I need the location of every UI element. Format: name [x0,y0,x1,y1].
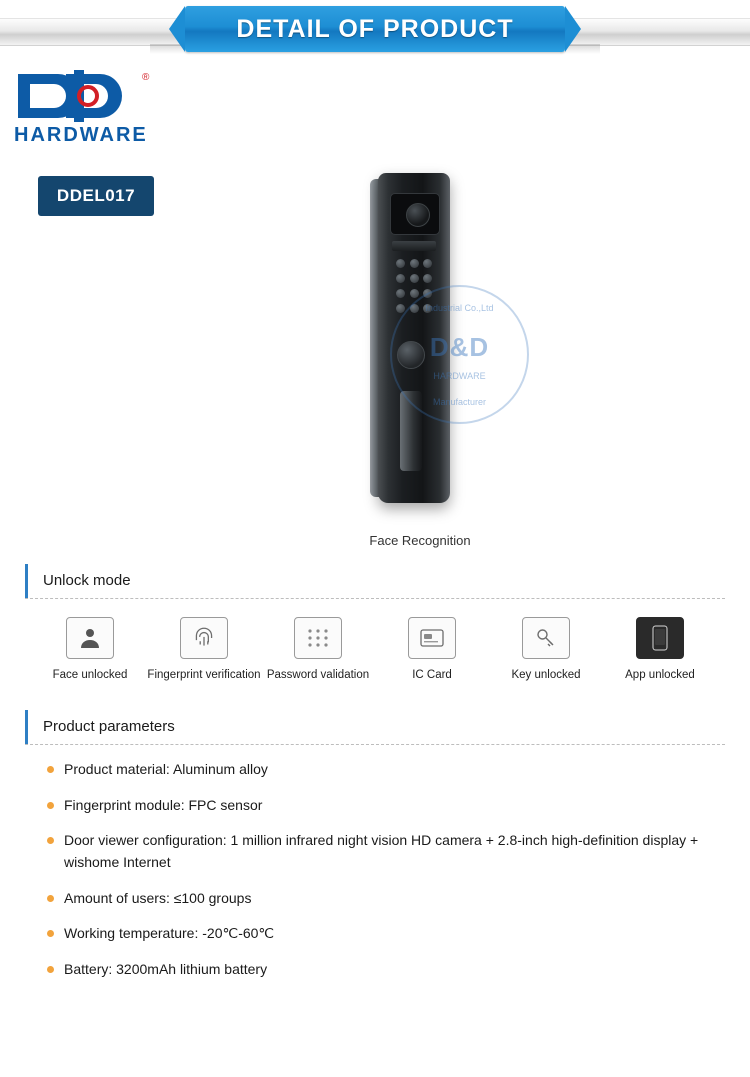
parameter-text: Door viewer configuration: 1 million infrared night vision HD camera + 2.8-inch high-definition display + wishome Internet [64,832,699,871]
keypad-key [423,274,432,283]
dd-monogram-logo-icon [14,70,150,122]
unlock-mode-fingerprint [147,617,261,681]
lock-indicator-strip [392,241,436,251]
page-title: DETAIL OF PRODUCT [236,15,514,43]
unlock-mode-label: Fingerprint verification [147,669,261,681]
list-item [25,888,725,910]
parameter-text: Battery: 3200mAh lithium battery [64,961,268,978]
watermark-bottom-text: Manufacturer [432,396,487,407]
watermark-top-text: Industrial Co.,Ltd [425,303,494,313]
keypad-key [410,259,419,268]
unlock-mode-label: IC Card [412,669,452,681]
list-item [25,759,725,781]
brand-name: HARDWARE [14,124,148,146]
registered-trademark-icon: ® [142,72,150,83]
fingerprint-reader [397,341,425,369]
unlock-mode-key [489,617,603,681]
watermark-center-text: D&D [429,331,490,362]
parameter-text: Amount of users: ≤100 groups [64,889,252,906]
unlock-mode-title: Unlock mode [43,572,131,589]
keypad-key [396,304,405,313]
keypad-key [396,259,405,268]
product-parameters-list [25,745,725,981]
bullet-icon [47,802,54,809]
list-item [25,830,725,873]
face-icon [66,617,114,659]
lock-handle [400,391,422,471]
bullet-icon [47,895,54,902]
unlock-mode-password [261,617,375,681]
unlock-mode-section [25,564,725,681]
list-item [25,795,725,817]
unlock-mode-face [33,617,147,681]
keypad-key [410,274,419,283]
keypad-key [410,304,419,313]
unlock-mode-ic-card [375,617,489,681]
camera-lens-icon [406,203,430,227]
section-accent-bar [25,564,28,598]
unlock-mode-label: Key unlocked [511,669,581,681]
lock-display-screen [390,193,440,235]
watermark-sub-text: HARDWARE [433,370,486,381]
parameter-text: Product material: Aluminum alloy [64,761,268,777]
unlock-mode-label: Face unlocked [52,669,128,681]
keypad-key [396,289,405,298]
brand-logo [14,70,174,155]
bullet-icon [47,837,54,844]
phone-icon [636,617,684,659]
unlock-mode-label: Password validation [266,669,370,681]
section-accent-bar [25,710,28,744]
smart-door-lock-image [378,173,450,503]
unlock-mode-list [25,599,725,681]
bullet-icon [47,766,54,773]
lock-keypad [396,259,432,329]
parameter-text: Fingerprint module: FPC sensor [64,796,263,813]
list-item [25,923,725,945]
keypad-key [410,289,419,298]
unlock-mode-app [603,617,717,681]
product-parameters-section [25,710,725,995]
unlock-mode-label: App unlocked [625,669,695,681]
keypad-key [396,274,405,283]
product-caption: Face Recognition [369,533,471,548]
product-image-area [330,165,510,548]
header-title-plate [185,6,565,52]
keypad-key [423,259,432,268]
bullet-icon [47,966,54,973]
key-icon [522,617,570,659]
ic-card-icon [408,617,456,659]
bullet-icon [47,930,54,937]
fingerprint-icon [180,617,228,659]
keypad-key [423,289,432,298]
page-header-banner [0,0,750,68]
product-parameters-heading [25,710,725,744]
parameter-text: Working temperature: -20℃-60℃ [64,925,275,942]
unlock-mode-heading [25,564,725,598]
keypad-key [423,304,432,313]
product-parameters-title: Product parameters [43,718,175,735]
model-code-badge: DDEL017 [38,176,154,216]
keypad-icon [294,617,342,659]
list-item [25,959,725,981]
